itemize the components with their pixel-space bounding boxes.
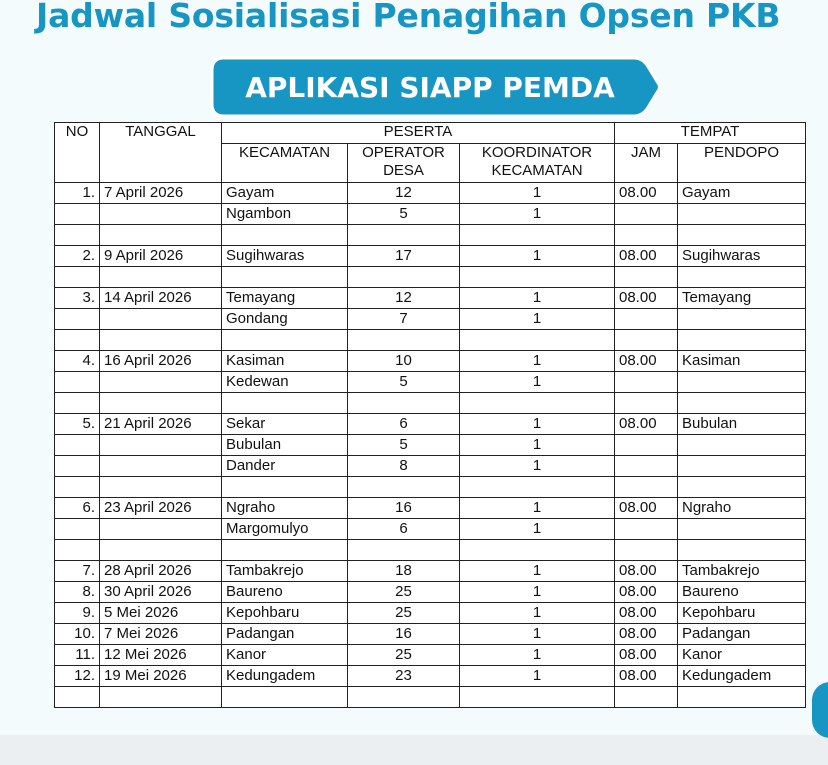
cell-tanggal: 28 April 2026 (100, 561, 222, 582)
cell-operator: 16 (348, 498, 460, 519)
cell-koordinator: 1 (460, 351, 615, 372)
cell-operator: 10 (348, 351, 460, 372)
cell-kecamatan: Baureno (222, 582, 348, 603)
table-row (55, 246, 806, 267)
cell-no: 10. (55, 624, 100, 645)
cell-tanggal (100, 372, 222, 393)
cell-jam: 08.00 (615, 246, 678, 267)
cell-kecamatan: Margomulyo (222, 519, 348, 540)
cell-jam (615, 267, 678, 288)
cell-tanggal (100, 519, 222, 540)
cell-tanggal (100, 393, 222, 414)
table-row (55, 603, 806, 624)
cell-pendopo: Ngraho (678, 498, 806, 519)
cell-koordinator (460, 267, 615, 288)
cell-kecamatan (222, 687, 348, 708)
cell-jam: 08.00 (615, 351, 678, 372)
cell-koordinator: 1 (460, 498, 615, 519)
cell-pendopo: Tambakrejo (678, 561, 806, 582)
table-row (55, 540, 806, 561)
cell-koordinator: 1 (460, 561, 615, 582)
badge-label: APLIKASI SIAPP PEMDA (245, 70, 615, 104)
cell-jam (615, 372, 678, 393)
table-row (55, 666, 806, 687)
table-row (55, 288, 806, 309)
cell-no (55, 456, 100, 477)
cell-koordinator: 1 (460, 624, 615, 645)
cell-no: 9. (55, 603, 100, 624)
cell-no: 1. (55, 183, 100, 204)
cell-no: 2. (55, 246, 100, 267)
cell-pendopo (678, 393, 806, 414)
schedule-table (54, 122, 806, 708)
cell-jam: 08.00 (615, 666, 678, 687)
cell-pendopo: Gayam (678, 183, 806, 204)
cell-kecamatan: Kanor (222, 645, 348, 666)
cell-no: 7. (55, 561, 100, 582)
cell-operator: 12 (348, 288, 460, 309)
cell-no (55, 393, 100, 414)
cell-kecamatan: Ngraho (222, 498, 348, 519)
cell-operator: 6 (348, 414, 460, 435)
cell-no (55, 477, 100, 498)
cell-pendopo (678, 204, 806, 225)
cell-kecamatan: Temayang (222, 288, 348, 309)
cell-kecamatan: Kasiman (222, 351, 348, 372)
cell-tanggal: 19 Mei 2026 (100, 666, 222, 687)
cell-no: 11. (55, 645, 100, 666)
table-row (55, 393, 806, 414)
cell-operator (348, 477, 460, 498)
cell-koordinator: 1 (460, 372, 615, 393)
cell-kecamatan (222, 477, 348, 498)
cell-operator: 25 (348, 645, 460, 666)
cell-operator: 7 (348, 309, 460, 330)
cell-kecamatan (222, 225, 348, 246)
cell-no (55, 330, 100, 351)
table-row (55, 183, 806, 204)
cell-kecamatan: Sekar (222, 414, 348, 435)
page-title: Jadwal Sosialisasi Penagihan Opsen PKB (36, 0, 781, 35)
cell-tanggal (100, 435, 222, 456)
cell-operator (348, 267, 460, 288)
table-row (55, 477, 806, 498)
cell-tanggal (100, 456, 222, 477)
cell-no (55, 540, 100, 561)
cell-tanggal: 23 April 2026 (100, 498, 222, 519)
cell-no (55, 372, 100, 393)
cell-tanggal (100, 309, 222, 330)
cell-koordinator: 1 (460, 288, 615, 309)
cell-operator: 17 (348, 246, 460, 267)
table-row (55, 435, 806, 456)
cell-koordinator: 1 (460, 666, 615, 687)
cell-pendopo (678, 477, 806, 498)
cell-operator (348, 330, 460, 351)
cell-kecamatan: Kedewan (222, 372, 348, 393)
cell-kecamatan (222, 267, 348, 288)
cell-operator: 5 (348, 435, 460, 456)
cell-jam (615, 330, 678, 351)
header-koordinator: KOORDINATOR KECAMATAN (460, 144, 615, 183)
cell-no (55, 519, 100, 540)
cell-tanggal: 21 April 2026 (100, 414, 222, 435)
header-kecamatan: KECAMATAN (222, 144, 348, 183)
cell-tanggal: 14 April 2026 (100, 288, 222, 309)
header-tempat: TEMPAT (615, 123, 806, 144)
cell-pendopo (678, 330, 806, 351)
cell-jam: 08.00 (615, 498, 678, 519)
table-row (55, 498, 806, 519)
cell-pendopo (678, 267, 806, 288)
cell-operator: 5 (348, 204, 460, 225)
table-row (55, 225, 806, 246)
header-tanggal: TANGGAL (100, 123, 222, 183)
cell-no (55, 225, 100, 246)
corner-decoration (812, 682, 828, 738)
cell-operator (348, 540, 460, 561)
cell-pendopo: Baureno (678, 582, 806, 603)
cell-kecamatan: Gondang (222, 309, 348, 330)
cell-pendopo (678, 456, 806, 477)
table-row (55, 687, 806, 708)
cell-koordinator: 1 (460, 183, 615, 204)
cell-operator: 25 (348, 603, 460, 624)
header-pendopo: PENDOPO (678, 144, 806, 183)
cell-kecamatan: Padangan (222, 624, 348, 645)
cell-tanggal (100, 540, 222, 561)
cell-koordinator (460, 540, 615, 561)
cell-koordinator: 1 (460, 204, 615, 225)
cell-no (55, 267, 100, 288)
header-no: NO (55, 123, 100, 183)
cell-tanggal (100, 330, 222, 351)
cell-kecamatan: Kedungadem (222, 666, 348, 687)
cell-no: 3. (55, 288, 100, 309)
table-row (55, 645, 806, 666)
cell-no (55, 204, 100, 225)
cell-jam (615, 519, 678, 540)
cell-operator: 5 (348, 372, 460, 393)
cell-pendopo: Temayang (678, 288, 806, 309)
cell-tanggal (100, 477, 222, 498)
cell-no: 12. (55, 666, 100, 687)
cell-kecamatan (222, 540, 348, 561)
cell-jam: 08.00 (615, 645, 678, 666)
cell-jam: 08.00 (615, 414, 678, 435)
cell-operator: 16 (348, 624, 460, 645)
table-row (55, 582, 806, 603)
cell-pendopo: Sugihwaras (678, 246, 806, 267)
cell-pendopo: Bubulan (678, 414, 806, 435)
table-row (55, 309, 806, 330)
table-row (55, 561, 806, 582)
cell-jam (615, 540, 678, 561)
cell-pendopo (678, 519, 806, 540)
cell-koordinator: 1 (460, 519, 615, 540)
cell-operator: 23 (348, 666, 460, 687)
cell-kecamatan (222, 330, 348, 351)
bottom-band (0, 735, 828, 765)
table-row (55, 456, 806, 477)
cell-operator: 6 (348, 519, 460, 540)
table-row (55, 519, 806, 540)
cell-tanggal: 30 April 2026 (100, 582, 222, 603)
cell-no: 5. (55, 414, 100, 435)
cell-jam: 08.00 (615, 561, 678, 582)
header-jam: JAM (615, 144, 678, 183)
cell-kecamatan: Bubulan (222, 435, 348, 456)
cell-jam (615, 204, 678, 225)
cell-no: 6. (55, 498, 100, 519)
cell-tanggal: 7 Mei 2026 (100, 624, 222, 645)
cell-kecamatan (222, 393, 348, 414)
cell-jam (615, 393, 678, 414)
cell-operator: 12 (348, 183, 460, 204)
cell-tanggal (100, 204, 222, 225)
cell-jam (615, 456, 678, 477)
cell-koordinator: 1 (460, 603, 615, 624)
cell-jam: 08.00 (615, 582, 678, 603)
cell-kecamatan: Kepohbaru (222, 603, 348, 624)
header-row (55, 123, 806, 144)
cell-koordinator: 1 (460, 435, 615, 456)
cell-no: 4. (55, 351, 100, 372)
cell-pendopo (678, 687, 806, 708)
cell-pendopo: Kedungadem (678, 666, 806, 687)
cell-tanggal (100, 225, 222, 246)
header-peserta: PESERTA (222, 123, 615, 144)
cell-no (55, 687, 100, 708)
cell-tanggal: 7 April 2026 (100, 183, 222, 204)
cell-pendopo: Kanor (678, 645, 806, 666)
table-row (55, 330, 806, 351)
cell-jam: 08.00 (615, 288, 678, 309)
cell-operator: 8 (348, 456, 460, 477)
table-row (55, 267, 806, 288)
cell-koordinator (460, 225, 615, 246)
cell-kecamatan: Dander (222, 456, 348, 477)
cell-tanggal: 9 April 2026 (100, 246, 222, 267)
cell-koordinator: 1 (460, 246, 615, 267)
table-row (55, 414, 806, 435)
cell-operator (348, 393, 460, 414)
cell-tanggal (100, 687, 222, 708)
header-operator: OPERATOR DESA (348, 144, 460, 183)
table-row (55, 351, 806, 372)
cell-koordinator: 1 (460, 456, 615, 477)
cell-no (55, 435, 100, 456)
cell-jam (615, 477, 678, 498)
cell-koordinator (460, 477, 615, 498)
cell-pendopo (678, 225, 806, 246)
cell-jam: 08.00 (615, 183, 678, 204)
cell-jam (615, 225, 678, 246)
cell-pendopo (678, 540, 806, 561)
table-row (55, 204, 806, 225)
table-row (55, 372, 806, 393)
cell-tanggal (100, 267, 222, 288)
cell-pendopo: Kasiman (678, 351, 806, 372)
cell-pendopo: Kepohbaru (678, 603, 806, 624)
cell-no (55, 309, 100, 330)
cell-jam (615, 435, 678, 456)
cell-pendopo (678, 435, 806, 456)
cell-no: 8. (55, 582, 100, 603)
cell-koordinator (460, 393, 615, 414)
cell-pendopo (678, 309, 806, 330)
cell-koordinator: 1 (460, 309, 615, 330)
cell-operator: 18 (348, 561, 460, 582)
cell-operator (348, 687, 460, 708)
cell-kecamatan: Tambakrejo (222, 561, 348, 582)
table-row (55, 624, 806, 645)
cell-jam (615, 309, 678, 330)
cell-koordinator: 1 (460, 414, 615, 435)
cell-koordinator: 1 (460, 645, 615, 666)
cell-jam: 08.00 (615, 624, 678, 645)
cell-tanggal: 5 Mei 2026 (100, 603, 222, 624)
cell-jam: 08.00 (615, 603, 678, 624)
cell-kecamatan: Ngambon (222, 204, 348, 225)
app-badge (210, 56, 662, 118)
cell-kecamatan: Sugihwaras (222, 246, 348, 267)
cell-kecamatan: Gayam (222, 183, 348, 204)
cell-operator: 25 (348, 582, 460, 603)
cell-pendopo: Padangan (678, 624, 806, 645)
cell-operator (348, 225, 460, 246)
cell-pendopo (678, 372, 806, 393)
cell-koordinator: 1 (460, 582, 615, 603)
cell-tanggal: 16 April 2026 (100, 351, 222, 372)
cell-koordinator (460, 330, 615, 351)
cell-koordinator (460, 687, 615, 708)
cell-tanggal: 12 Mei 2026 (100, 645, 222, 666)
cell-jam (615, 687, 678, 708)
